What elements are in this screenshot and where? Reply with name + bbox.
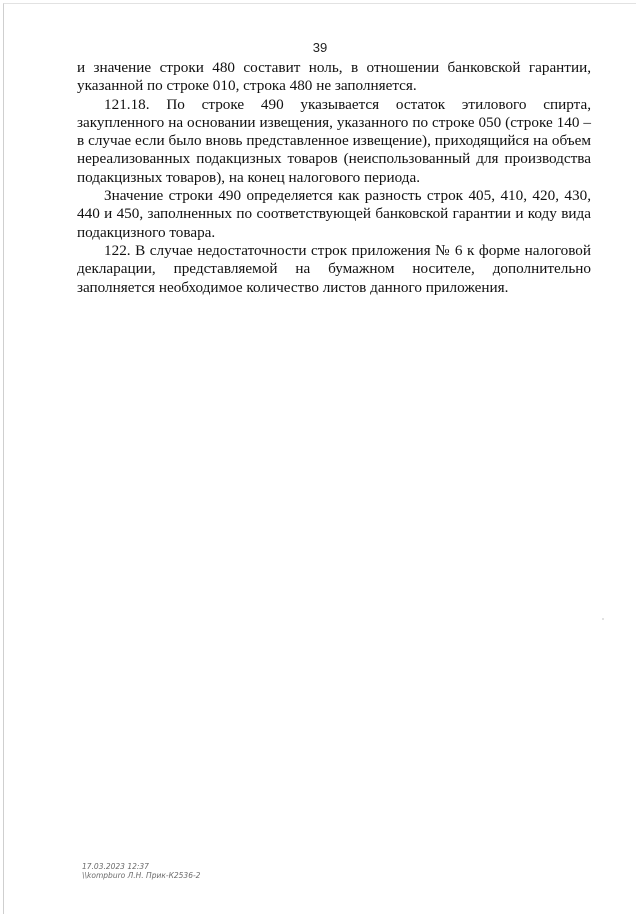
paragraph-continuation: и значение строки 480 составит ноль, в отношении банковской гарантии, указанной по строке 010, строка 480 не заполняется.	[77, 59, 591, 95]
scan-artifact	[602, 618, 604, 620]
paragraph-line-490-value: Значение строки 490 определяется как разность строк 405, 410, 420, 430, 440 и 450, заполненных по соответствующей банковской гарантии и коду вида подакцизного товара.	[77, 187, 591, 241]
paragraph-121-18: 121.18. По строке 490 указывается остаток этилового спирта, закупленного на основании извещения, указанного по строке 050 (строке 140 – в случае если было вновь представленное извещение), приходящийся на объем нереализованных подакцизных товаров (неиспользованный для производства подакцизных товаров), на конец налогового периода.	[77, 95, 591, 186]
paragraph-122: 122. В случае недостаточности строк приложения № 6 к форме налоговой декларации, представляемой на бумажном носителе, дополнительно заполняется необходимое количество листов данного приложения.	[77, 241, 591, 296]
footer-timestamp: 17.03.2023 12:37	[82, 862, 149, 871]
footer-reference: \\kompburo Л.Н. Прик-К2536-2	[82, 871, 201, 880]
page-number: 39	[312, 40, 328, 55]
document-body	[77, 59, 591, 297]
document-footer	[82, 862, 200, 880]
